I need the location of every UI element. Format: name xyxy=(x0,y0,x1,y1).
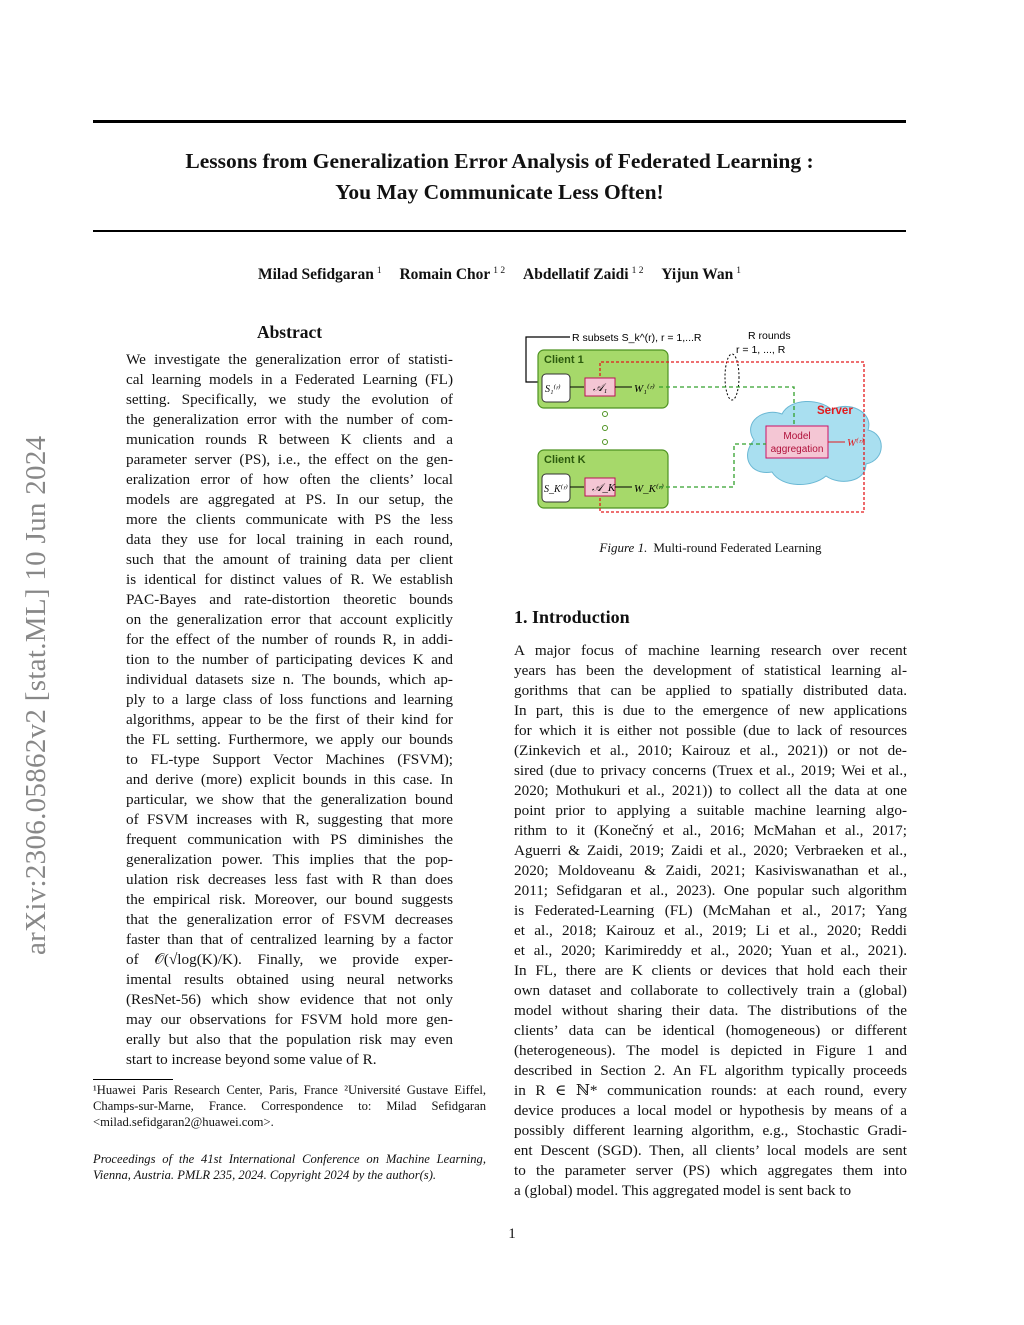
text-line: that the generalization error of FSVM decreases xyxy=(126,911,453,928)
federated-learning-diagram xyxy=(514,322,907,532)
text-line: parameter server (PS), i.e., the effect on the gen- xyxy=(126,451,453,468)
text-line: Aguerri & Zaidi, 2019; Zaidi et al., 2020; Verbraeken et al., xyxy=(514,842,907,859)
text-line: eralization error of how often the clients’ local xyxy=(126,471,453,488)
introduction-heading: 1. Introduction xyxy=(514,607,630,627)
paper-title xyxy=(93,146,906,208)
figure-caption: Figure 1. Multi-round Federated Learning xyxy=(599,540,822,555)
abstract-heading: Abstract xyxy=(256,322,323,342)
text-line: munication rounds R between K clients and a xyxy=(126,431,453,448)
text-line: A major focus of machine learning research over recent xyxy=(514,642,907,659)
text-line: may our observations for FSVM hold more gen- xyxy=(126,1011,453,1028)
author: Abdellatif Zaidi $^{1 2}$ xyxy=(523,266,644,284)
client-k-label: Client K xyxy=(544,454,586,466)
text-line: et al., 2018; Kairouz et al., 2019; Li et al., 2020; Reddi xyxy=(514,922,907,939)
text-line: faster than that of centralized learning by a factor xyxy=(126,931,453,948)
text-line: models are aggregated at PS. In our setup, the xyxy=(126,491,453,508)
text-line: gorithms that can be applied to spatially distributed data. xyxy=(514,682,907,699)
text-line: of FSVM increases with R, suggesting that more xyxy=(126,811,453,828)
title-bottom-rule xyxy=(93,230,906,232)
title-line-1: Lessons from Generalization Error Analysis of Federated Learning : xyxy=(185,149,814,173)
text-line: ent Descent (SGD). Then, all clients’ local models are sent xyxy=(514,1142,907,1159)
subsets-label: R subsets S_k^(r), r = 1,...R xyxy=(572,332,702,344)
text-line: possibly different learning algorithm, e.g., Stochastic Gradi- xyxy=(514,1122,907,1139)
text-line: (heterogeneous). The model is depicted in Figure 1 and xyxy=(514,1042,907,1059)
aggregation-label-2: aggregation xyxy=(770,444,824,455)
text-line: setting. Specifically, we study the evolution of xyxy=(126,391,453,408)
title-line-2: You May Communicate Less Often! xyxy=(335,180,664,204)
text-line: a (global) model. This aggregated model is sent back to xyxy=(514,1182,852,1199)
text-line: generalization power. This implies that the pop- xyxy=(126,851,453,868)
text-line: for which it is either not possible (due to lack of resources xyxy=(514,722,907,739)
title-top-rule xyxy=(93,120,906,123)
text-line: is identical for distinct values of R. We establish xyxy=(126,571,453,588)
text-line: and derive (more) explicit bounds in this case. In xyxy=(126,771,453,788)
text-line: rithm to it (Konečný et al., 2016; McMahan et al., 2017; xyxy=(514,822,907,839)
text-line: erally but also that the population risk may even xyxy=(126,1031,453,1048)
text-line: on the generalization error that account explicitly xyxy=(126,611,453,628)
author-list xyxy=(93,266,906,284)
text-line: particular, we show that the generalization bound xyxy=(126,791,453,808)
text-line: sired (due to privacy concerns (Truex et al., 2019; Wei et al., xyxy=(514,762,907,779)
text-line: tion to the number of participating devices K and xyxy=(126,651,453,668)
affiliation-footnote: ¹Huawei Paris Research Center, Paris, France ²Université Gustave Eiffel, Champs-sur-Marne, France. Correspondence to: Milad Sefidgaran <milad.sefidgaran2@huawei.com>. xyxy=(93,1083,486,1129)
client-1-model-label: W₁⁽ʳ⁾ xyxy=(634,383,655,395)
text-line: cal learning models in a Federated Learning (FL) xyxy=(126,371,453,388)
server-label: Server xyxy=(817,405,853,417)
abstract-body xyxy=(126,350,453,1070)
text-line: (Zinkevich et al., 2010; Kairouz et al., 2021)) or not de- xyxy=(514,742,907,759)
text-line: for the effect of the number of rounds R, in addi- xyxy=(126,631,453,648)
text-line: the FL setting. Furthermore, we apply our bounds xyxy=(126,731,453,748)
author: Milad Sefidgaran $^1$ xyxy=(257,266,382,284)
text-line: such that the amount of training data per client xyxy=(126,551,453,568)
proceedings-note: Proceedings of the 41st International Conference on Machine Learning, Vienna, Austria. PMLR 235, 2024. Copyright 2024 by the author(s). xyxy=(93,1152,486,1182)
text-line: individual datasets size n. The bounds, which ap- xyxy=(126,671,453,688)
text-line: data they use for local training in each round, xyxy=(126,531,453,548)
text-line: own dataset and collaborate to collectively train a (global) xyxy=(514,982,907,999)
text-line: We investigate the generalization error of statisti- xyxy=(126,351,453,368)
text-line: more the clients communicate with PS the less xyxy=(126,511,453,528)
text-line: point prior to applying a suitable machine learning algo- xyxy=(514,802,907,819)
text-line: PAC-Bayes and rate-distortion theoretic bounds xyxy=(126,591,453,608)
client-k-algorithm-label: 𝒜_K xyxy=(592,482,616,494)
ellipsis-dot xyxy=(603,426,608,431)
ellipsis-dot xyxy=(603,412,608,417)
page-number: 1 xyxy=(508,1226,516,1242)
text-line: algorithms, appear to be the first of their kind for xyxy=(126,711,453,728)
text-line: in R ∈ ℕ* communication rounds: at each round, every xyxy=(514,1082,907,1099)
text-line: described in Section 2. An FL algorithm typically proceeds xyxy=(514,1062,907,1079)
text-line: to FL-type Support Vector Machines (FSVM); xyxy=(126,751,453,768)
text-line: ply to a large class of loss functions and learning xyxy=(126,691,453,708)
text-line: (ResNet-56) which show evidence that not only xyxy=(126,991,453,1008)
text-line: et al., 2020; Karimireddy et al., 2020; Yuan et al., 2021). xyxy=(514,942,907,959)
rounds-ellipse xyxy=(725,354,739,400)
text-line: model without sharing their data. The distributions of the xyxy=(514,1002,907,1019)
client-k-model-label: W_K⁽ʳ⁾ xyxy=(634,483,664,495)
arxiv-stamp: arXiv:2306.05862v2 [stat.ML] 10 Jun 2024 xyxy=(20,435,52,955)
text-line: is Federated-Learning (FL) (McMahan et al., 2017; Yang xyxy=(514,902,907,919)
client-1-label: Client 1 xyxy=(544,354,584,366)
aggregation-label-1: Model xyxy=(783,431,811,442)
text-line: to the parameter server (PS) which aggregates them into xyxy=(514,1162,907,1179)
text-line: clients’ data can be identical (homogeneous) or different xyxy=(514,1022,907,1039)
text-line: the empirical risk. Moreover, our bound suggests xyxy=(126,891,453,908)
text-line: device produces a local model or hypothesis by means of a xyxy=(514,1102,907,1119)
text-line: ulation risk decreases less fast with R than does xyxy=(126,871,453,888)
text-line: of 𝒪(√log(K)/K). Finally, we provide exper- xyxy=(126,951,453,968)
text-line: start to increase beyond some value of R. xyxy=(126,1051,377,1068)
text-line: In FL, there are K clients or devices that hold each their xyxy=(514,962,907,979)
global-model-label: W⁽ʳ⁾ xyxy=(847,437,865,449)
ellipsis-dot xyxy=(603,440,608,445)
text-line: 2020; Moldoveanu & Zaidi, 2021; Kasiviswanathan et al., xyxy=(514,862,907,879)
text-line: the generalization error with the number of com- xyxy=(126,411,453,428)
client-1-algorithm-label: 𝒜₁ xyxy=(593,382,608,394)
text-line: In part, this is due to the emergence of new applications xyxy=(514,702,907,719)
text-line: 2020; Mothukuri et al., 2021)) to collect all the data at one xyxy=(514,782,907,799)
text-line: 2011; Sefidgaran et al., 2023). One popular such algorithm xyxy=(514,882,907,899)
introduction-body xyxy=(514,641,907,1201)
text-line: frequent communication with PS diminishes the xyxy=(126,831,453,848)
author: Yijun Wan $^1$ xyxy=(661,266,741,284)
rounds-label-1: R rounds xyxy=(748,330,791,342)
client-1-dataset-label: S₁⁽ʳ⁾ xyxy=(545,384,561,395)
text-line: imental results obtained using neural networks xyxy=(126,971,453,988)
rounds-label-2: r = 1, ..., R xyxy=(736,344,786,356)
footnote-rule xyxy=(93,1079,173,1080)
text-line: years has been the development of statistical learning al- xyxy=(514,662,907,679)
author: Romain Chor $^{1 2}$ xyxy=(399,266,506,284)
client-k-dataset-label: S_K⁽ʳ⁾ xyxy=(544,484,568,495)
